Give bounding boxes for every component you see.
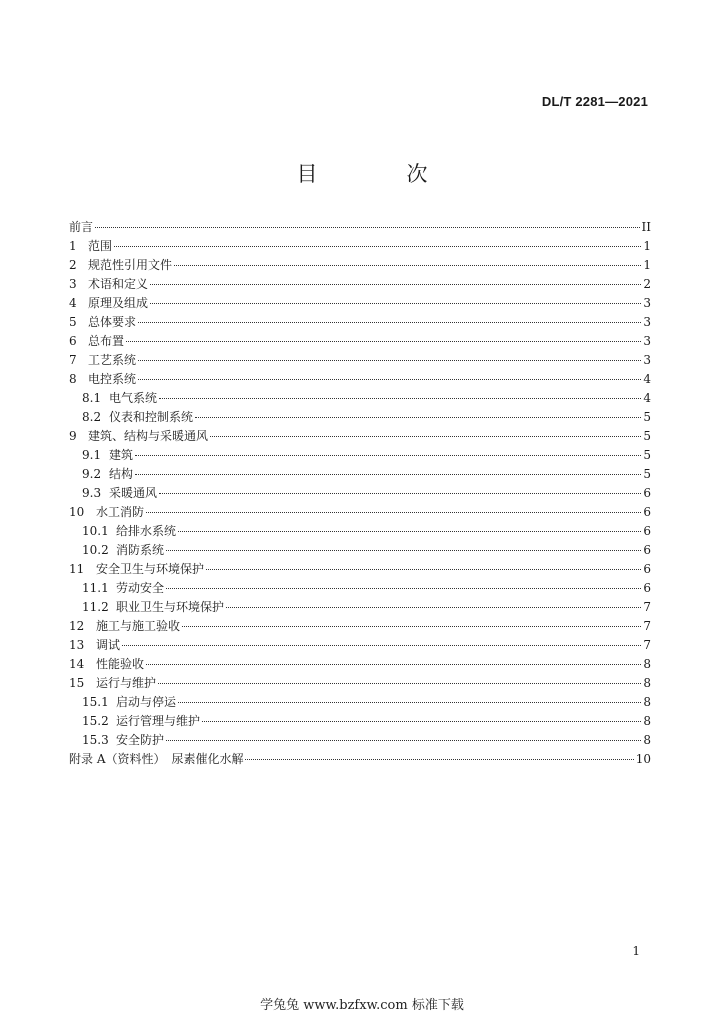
toc-entry-number: 11.2: [82, 600, 109, 614]
toc-entry[interactable]: [69, 598, 651, 617]
toc-entry[interactable]: [69, 674, 651, 693]
toc-entry-label: 工艺系统: [88, 353, 137, 367]
toc-entry-number: 7: [69, 353, 77, 367]
toc-entry-page: 6: [643, 581, 651, 595]
toc-entry-number: 5: [69, 315, 77, 329]
toc-entry-number: 2: [69, 258, 77, 272]
toc-entry-page: 4: [643, 391, 651, 405]
toc-entry[interactable]: [69, 465, 651, 484]
dot-leader: [146, 664, 641, 665]
toc-entry[interactable]: [69, 256, 651, 275]
toc-entry-label: 规范性引用文件: [88, 258, 173, 272]
toc-entry-label: 附录 A（资料性） 尿素催化水解: [69, 752, 244, 766]
dot-leader: [135, 455, 641, 456]
toc-entry[interactable]: [69, 237, 651, 256]
toc-entry[interactable]: [69, 617, 651, 636]
toc-entry-label: 给排水系统: [116, 524, 177, 538]
toc-entry-number: 15.1: [82, 695, 109, 709]
toc-entry-page: 7: [643, 638, 651, 652]
dot-leader: [166, 740, 641, 741]
toc-entry-label: 前言: [69, 220, 94, 234]
toc-entry[interactable]: [69, 313, 651, 332]
toc-entry-number: 11.1: [82, 581, 109, 595]
dot-leader: [150, 303, 641, 304]
toc-entry-page: 1: [643, 239, 651, 253]
toc-entry[interactable]: [69, 275, 651, 294]
toc-entry[interactable]: [69, 427, 651, 446]
toc-entry-label: 总布置: [88, 334, 125, 348]
toc-entry-page: II: [641, 220, 651, 234]
toc-entry-page: 5: [643, 467, 651, 481]
toc-entry-number: 15.3: [82, 733, 109, 747]
toc-entry-page: 7: [643, 600, 651, 614]
toc-entry[interactable]: [69, 484, 651, 503]
toc-entry-page: 5: [643, 429, 651, 443]
toc-entry-number: 15: [69, 676, 85, 690]
dot-leader: [166, 588, 641, 589]
dot-leader: [182, 626, 641, 627]
toc-entry-page: 8: [643, 676, 651, 690]
toc-entry-page: 8: [643, 657, 651, 671]
dot-leader: [150, 284, 641, 285]
dot-leader: [138, 379, 641, 380]
toc-entry-number: 8.1: [82, 391, 102, 405]
toc-entry-number: 11: [69, 562, 85, 576]
toc-entry-page: 5: [643, 448, 651, 462]
dot-leader: [135, 474, 641, 475]
dot-leader: [206, 569, 641, 570]
toc-entry-label: 仪表和控制系统: [109, 410, 194, 424]
toc-entry-label: 术语和定义: [88, 277, 149, 291]
toc-entry-page: 6: [643, 486, 651, 500]
dot-leader: [122, 645, 641, 646]
toc-entry-number: 9: [69, 429, 77, 443]
toc-entry-number: 4: [69, 296, 77, 310]
toc-entry[interactable]: [69, 655, 651, 674]
dot-leader: [178, 702, 641, 703]
toc-entry[interactable]: [69, 408, 651, 427]
toc-entry[interactable]: [69, 560, 651, 579]
toc-entry-number: 9.2: [82, 467, 102, 481]
toc-entry-label: 劳动安全: [116, 581, 165, 595]
toc-entry-label: 采暖通风: [109, 486, 158, 500]
dot-leader: [166, 550, 641, 551]
toc-entry-label: 性能验收: [96, 657, 145, 671]
toc-entry[interactable]: [69, 332, 651, 351]
toc-entry-page: 6: [643, 543, 651, 557]
toc-entry-number: 10.1: [82, 524, 109, 538]
toc-entry[interactable]: [69, 522, 651, 541]
toc-entry[interactable]: [69, 636, 651, 655]
toc-entry-number: 6: [69, 334, 77, 348]
dot-leader: [202, 721, 641, 722]
toc-entry-label: 运行管理与维护: [116, 714, 201, 728]
toc-entry-number: 14: [69, 657, 85, 671]
page-number: 1: [632, 944, 640, 958]
toc-entry-number: 12: [69, 619, 85, 633]
toc-entry-label: 总体要求: [88, 315, 137, 329]
dot-leader: [158, 683, 641, 684]
toc-entry-number: 3: [69, 277, 77, 291]
dot-leader: [138, 322, 641, 323]
toc-entry-number: 9.3: [82, 486, 102, 500]
toc-entry-number: 10.2: [82, 543, 109, 557]
toc-entry-label: 范围: [88, 239, 113, 253]
toc-entry-number: 9.1: [82, 448, 102, 462]
toc-entry-label: 施工与施工验收: [96, 619, 181, 633]
watermark-text: 学兔兔 www.bzfxw.com 标准下载: [260, 998, 464, 1013]
toc-entry-page: 6: [643, 562, 651, 576]
toc-entry-label: 启动与停运: [116, 695, 177, 709]
dot-leader: [178, 531, 641, 532]
toc-entry-number: 8: [69, 372, 77, 386]
toc-entry-label: 结构: [109, 467, 134, 481]
toc-entry[interactable]: [69, 294, 651, 313]
toc-entry-page: 8: [643, 714, 651, 728]
toc-entry-page: 4: [643, 372, 651, 386]
toc-entry-page: 3: [643, 315, 651, 329]
toc-entry[interactable]: [69, 218, 651, 237]
toc-entry-page: 5: [643, 410, 651, 424]
toc-entry-label: 电气系统: [109, 391, 158, 405]
toc-entry[interactable]: [69, 370, 651, 389]
toc-entry[interactable]: [69, 579, 651, 598]
dot-leader: [95, 227, 640, 228]
toc-entry-label: 消防系统: [116, 543, 165, 557]
toc-entry-number: 13: [69, 638, 85, 652]
toc-entry-page: 6: [643, 505, 651, 519]
toc-entry[interactable]: [69, 731, 651, 750]
toc-entry-label: 职业卫生与环境保护: [116, 600, 225, 614]
dot-leader: [159, 398, 641, 399]
dot-leader: [174, 265, 641, 266]
toc-entry-label: 安全卫生与环境保护: [96, 562, 205, 576]
toc-entry-label: 原理及组成: [88, 296, 149, 310]
toc-entry-page: 10: [635, 752, 651, 766]
dot-leader: [210, 436, 641, 437]
toc-entry[interactable]: [69, 750, 651, 769]
toc-entry-page: 3: [643, 334, 651, 348]
toc-entry-number: 15.2: [82, 714, 109, 728]
dot-leader: [126, 341, 641, 342]
table-of-contents: [69, 218, 651, 769]
toc-entry[interactable]: [69, 693, 651, 712]
toc-entry[interactable]: [69, 446, 651, 465]
toc-entry-page: 8: [643, 733, 651, 747]
toc-entry-number: 8.2: [82, 410, 102, 424]
toc-entry[interactable]: [69, 503, 651, 522]
toc-entry-number: 1: [69, 239, 77, 253]
toc-entry-page: 3: [643, 353, 651, 367]
toc-entry-page: 8: [643, 695, 651, 709]
toc-entry-page: 1: [643, 258, 651, 272]
dot-leader: [159, 493, 641, 494]
dot-leader: [138, 360, 641, 361]
toc-entry[interactable]: [69, 389, 651, 408]
toc-entry[interactable]: [69, 351, 651, 370]
toc-entry-page: 2: [643, 277, 651, 291]
toc-entry-label: 建筑: [109, 448, 134, 462]
toc-entry-label: 建筑、结构与采暖通风: [88, 429, 209, 443]
toc-entry-page: 6: [643, 524, 651, 538]
toc-entry-label: 运行与维护: [96, 676, 157, 690]
toc-entry[interactable]: [69, 712, 651, 731]
dot-leader: [226, 607, 641, 608]
toc-entry-label: 电控系统: [88, 372, 137, 386]
dot-leader: [146, 512, 641, 513]
toc-entry-page: 7: [643, 619, 651, 633]
toc-entry[interactable]: [69, 541, 651, 560]
toc-entry-label: 调试: [96, 638, 121, 652]
toc-entry-number: 10: [69, 505, 85, 519]
toc-entry-page: 3: [643, 296, 651, 310]
dot-leader: [195, 417, 641, 418]
standard-code: DL/T 2281—2021: [541, 94, 648, 109]
dot-leader: [245, 759, 633, 760]
toc-entry-label: 安全防护: [116, 733, 165, 747]
page-title: 目 次: [296, 162, 462, 186]
dot-leader: [114, 246, 641, 247]
toc-entry-label: 水工消防: [96, 505, 145, 519]
